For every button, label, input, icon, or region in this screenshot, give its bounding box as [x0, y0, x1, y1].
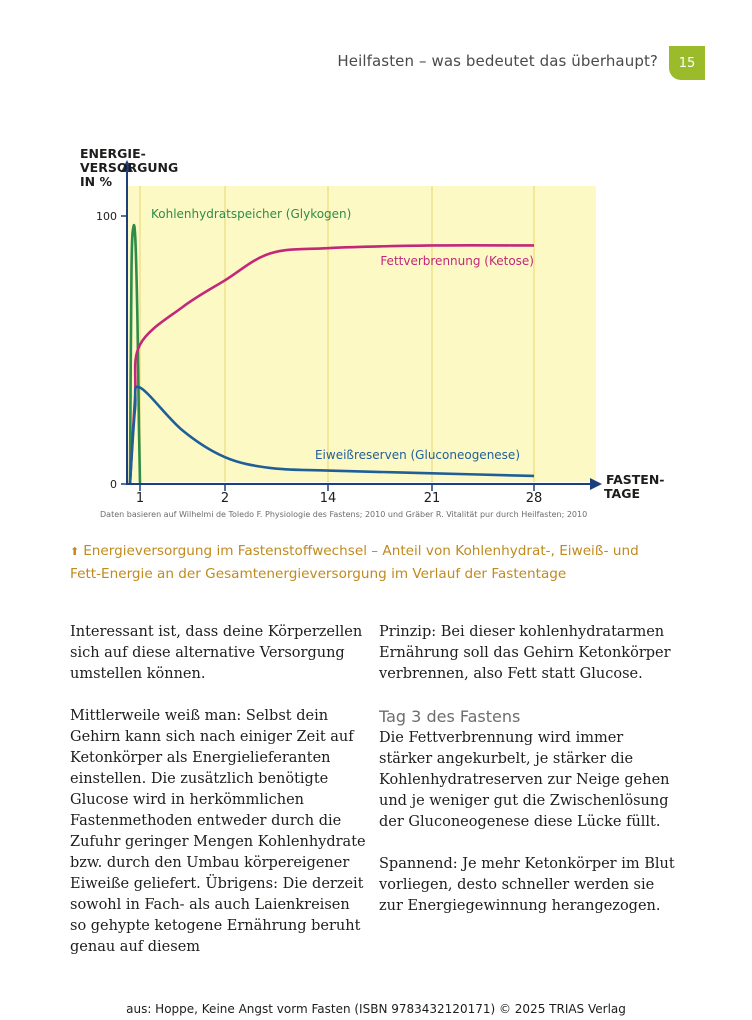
series-label-3: Eiweißreserven (Gluconeogenese) [314, 448, 520, 462]
running-title: Heilfasten – was bedeutet das überhaupt? [337, 52, 658, 70]
chart-source-note: Daten basieren auf Wilhelmi de Toledo F. Physiologie des Fastens; 2010 und Gräber R. Vitalität pur durch Heilfasten; 2010 [100, 510, 588, 519]
body-column-left [70, 622, 370, 979]
y-axis-label-text: ENERGIE-VERSORGUNG IN % [80, 146, 179, 189]
paragraph: Spannend: Je mehr Ketonkörper im Blut vorliegen, desto schneller werden sie zur Energiegewinnung herangezogen. [379, 856, 675, 914]
y-axis-label [80, 146, 178, 189]
up-chevron-icon: ⬆︎ [70, 545, 80, 558]
x-axis-label-text: FASTEN-TAGE [604, 472, 665, 501]
x-tick-label: 28 [525, 491, 543, 506]
y-tick-label: 0 [110, 478, 117, 491]
paragraph: Interessant ist, dass deine Körperzellen sich auf diese alternative Versorgung umstellen können. [70, 624, 363, 682]
x-axis-label [604, 472, 665, 501]
figure-caption [70, 540, 650, 585]
caption-text: Energieversorgung im Fastenstoffwechsel – Anteil von Kohlenhydrat-, Eiweiß- und Fett-Energie an der Gesamtenergieversorgung im Verlauf der Fastentage [70, 543, 639, 582]
body-column-right [379, 622, 679, 938]
series-label-2: Fettverbrennung (Ketose) [380, 254, 534, 268]
paragraph: Mittlerweile weiß man: Selbst dein Gehirn kann sich nach einiger Zeit auf Ketonkörper als Energielieferanten einstellen. Die zusätzlich benötigte Glucose wird in herkömmlichen Fastenmethoden entweder durch die Zufuhr geringer Mengen Kohlenhydrate bzw. durch den Umbau körpereigener Eiweiße geliefert. Übrigens: Die derzeit sowohl in Fach- als auch Laienkreisen so gehypte ketogene Ernährung beruht genau auf diesem [70, 708, 366, 955]
chart-background [126, 186, 596, 482]
y-tick-label: 100 [96, 210, 117, 223]
x-tick-label: 1 [135, 491, 145, 506]
paragraph: Prinzip: Bei dieser kohlenhydratarmen Ernährung soll das Gehirn Ketonkörper verbrennen, also Fett statt Glucose. [379, 624, 671, 682]
x-tick-label: 21 [423, 491, 441, 506]
x-tick-label: 2 [220, 491, 230, 506]
paragraph: Die Fettverbrennung wird immer stärker angekurbelt, je stärker die Kohlenhydratreserven zur Neige gehen und je weniger gut die Zwischenlösung der Gluconeogenese diese Lücke füllt. [379, 730, 670, 830]
footer-citation: aus: Hoppe, Keine Angst vorm Fasten (ISBN 9783432120171) © 2025 TRIAS Verlag [126, 1002, 626, 1016]
page-number-badge: 15 [669, 46, 705, 80]
series-label-1: Kohlenhydratspeicher (Glykogen) [151, 207, 352, 221]
section-subheading: Tag 3 des Fastens [379, 707, 521, 726]
x-tick-label: 14 [319, 491, 337, 506]
